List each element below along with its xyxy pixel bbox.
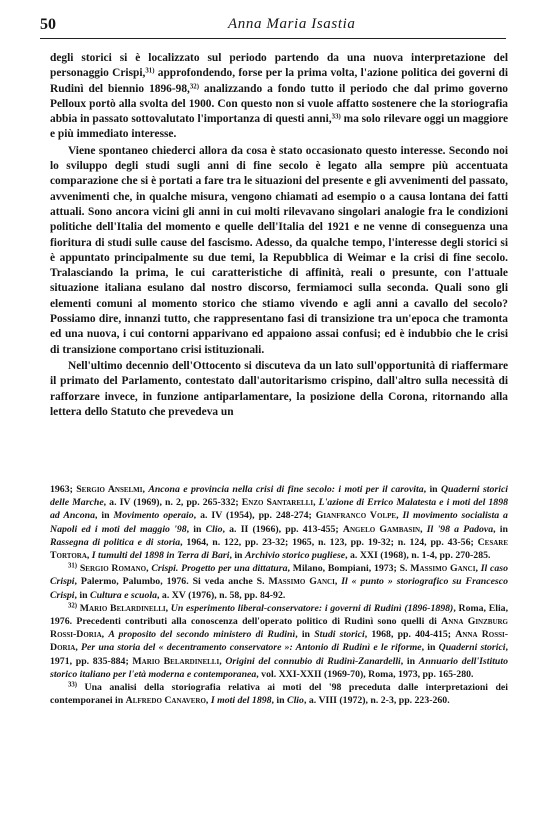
title-italic: Crispi. Progetto per una dittatura	[151, 563, 288, 575]
footnote-ref: 33)	[331, 113, 341, 121]
title-italic: Cultura e scuola	[90, 589, 158, 601]
body-text	[50, 51, 508, 420]
author-name: Cesare Tortora	[50, 536, 508, 562]
title-italic: I moti del 1898	[210, 695, 272, 707]
title-italic: Per una storia del « decentramento conservatore »: Antonio di Rudinì e le riforme	[81, 642, 422, 654]
title-italic: Ancona e provincia nella crisi di fine secolo: i moti per il carovita	[148, 484, 424, 495]
page-header	[40, 14, 506, 39]
title-italic: Rassegna di politica e di storia	[50, 536, 181, 548]
title-italic: Archivio storico pugliese	[244, 550, 346, 562]
footnote-ref: 33)	[68, 681, 78, 689]
footnote-ref: 32)	[68, 602, 78, 610]
title-italic: Clio	[205, 523, 223, 535]
paragraph-3: Nell'ultimo decennio dell'Ottocento si discuteva da un lato sull'opportunità di riaffermare il primato del Parlamento, contestato dall'autoritarismo crispino, dall'altro sulla necessità di rafforzare invece, in funzione antiparlamentare, la posizione della Corona, ritornando alla lettera dello Statuto che prevedeva un	[50, 359, 508, 418]
author-name: Mario Belardinelli	[132, 655, 220, 667]
title-italic: Studi storici	[314, 629, 365, 641]
title-italic: Quaderni storici	[438, 642, 506, 654]
title-italic: A proposito del secondo ministero di Rudinì	[108, 629, 296, 641]
author-name: S. Massimo Ganci	[399, 563, 476, 575]
author-name: Alfredo Canavero	[125, 695, 206, 707]
title-italic: Movimento operaio	[113, 510, 194, 522]
title-italic: Il caso Crispi	[50, 563, 509, 588]
title-italic: Il movimento socialista a Napoli ed i moti del maggio '98	[50, 510, 508, 535]
footnote-ref: 31)	[68, 562, 78, 570]
author-name: S. Massimo Ganci	[256, 576, 335, 588]
title-italic: Clio	[287, 695, 304, 707]
footnote-ref: 32)	[189, 83, 199, 91]
footnote-33: $^{33)}$ Una analisi della storiografia relativa ai moti del '98 preceduta dalle interpretazioni dei contemporanei in Alfredo Canavero, I moti del 1898, in Clio, a. VIII (1972), n. 2-3, pp. 223-260.	[50, 681, 508, 707]
author-name: Sergio Anselmi	[76, 484, 143, 495]
author-name: Gianfranco Volpe	[315, 510, 397, 522]
running-head: Anna Maria Isastia	[228, 16, 356, 32]
author-name: Angelo Gambasin	[342, 523, 421, 535]
footnote-31: $^{31)}$ Sergio Romano, Crispi. Progetto per una dittatura, Milano, Bompiani, 1973; S. Massimo Ganci, Il caso Crispi, Palermo, Palumbo, 1976. Si veda anche S. Massimo Ganci, Il « punto » storiografico su Francesco Crispi, in Cultura e scuola, a. XV (1976), n. 58, pp. 84-92.	[50, 562, 509, 601]
footnote-32: $^{32)}$ Mario Belardinelli, Un esperimento liberal-conservatore: i governi di Rudinì (1896-1898), Roma, Elia, 1976. Precedenti contributi alla conoscenza dell'operato politico di Rudinì sono quelli di Anna Ginzburg Rossi-Doria, A proposito del secondo ministero di Rudinì, in Studi storici, 1968, pp. 404-415; Anna Rossi-Doria, Per una storia del « decentramento conservatore »: Antonio di Rudinì e le riforme, in Quaderni storici, 1971, pp. 835-884; Mario Belardinelli, Origini del connubio di Rudinì-Zanardelli, in Annuario dell'Istituto storico italiano per l'età moderna e contemporanea, vol. XXI-XXII (1969-70), Roma, 1973, pp. 165-280.	[50, 602, 509, 680]
author-name: Anna Rossi-Doria	[50, 629, 508, 654]
title-italic: I tumulti del 1898 in Terra di Bari	[91, 550, 230, 562]
title-italic: L'azione di Errico Malatesta e i moti del 1898 ad Ancona	[50, 497, 508, 522]
footnotes	[50, 483, 508, 707]
author-name: Mario Belardinelli	[79, 602, 166, 614]
paragraph-1: degli storici si è localizzato sul periodo partendo da una nuova interpretazione del personaggio Crispi,$^{31)}$ approfondendo, forse per la prima volta, l'azione politica dei governi di Rudinì del biennio 1896-98,$^{32)}$ analizzando a fondo tutto il periodo che dal primo governo Pelloux portò alla svolta del 1900. Con questo non si vuole affatto sostenere che la storiografia abbia in passato sottovalutato l'importanza di questi anni,$^{33)}$ ma solo rilevare oggi un maggiore e più immediato interesse.	[50, 52, 508, 141]
author-name: Anna Ginzburg Rossi-Doria	[50, 616, 509, 641]
page-number: 50	[40, 16, 56, 33]
title-italic: Un esperimento liberal-conservatore: i governi di Rudinì (1896-1898)	[170, 602, 454, 614]
footnote-continuation: 1963; Sergio Anselmi, Ancona e provincia nella crisi di fine secolo: i moti per il carovita, in Quaderni storici delle Marche, a. IV (1969), n. 2, pp. 265-332; Enzo Santarelli, L'azione di Errico Malatesta e i moti del 1898 ad Ancona, in Movimento operaio, a. IV (1954), pp. 248-274; Gianfranco Volpe, Il movimento socialista a Napoli ed i moti del maggio '98, in Clio, a. II (1966), pp. 413-455; Angelo Gambasin, Il '98 a Padova, in Rassegna di politica e di storia, 1964, n. 122, pp. 23-32; 1965, n. 123, pp. 19-32; n. 124, pp. 43-56; Cesare Tortora, I tumulti del 1898 in Terra di Bari, in Archivio storico pugliese, a. XXI (1968), n. 1-4, pp. 270-285.	[50, 484, 509, 562]
paragraph-2: Viene spontaneo chiederci allora da cosa è stato occasionato questo interesse. Secondo noi lo sviluppo degli studi sugli anni di fine secolo è legato alla sempre più accentuata comparazione che si è portati a fare tra le situazioni del presente e gli avvenimenti del passato, avvenimenti che, in qualche misura, vengono chiamati ad esempio o a causa lontana dei fatti attuali. Sono ancora vicini gli anni in cui molti rilevavano singolari analogie fra le condizioni politiche dell'Italia del momento e quelle dell'Italia del 1921 e ne venne di conseguenza una fioritura di studi sulle cause del fascismo. Adesso, da qualche tempo, l'interesse degli storici si è appuntato principalmente su due temi, la Repubblica di Weimar e la crisi di fine secolo. Tralasciando la prima, le cui caratteristiche di affinità, reali o presunte, con l'attuale situazione italiana esulano dal nostro discorso, fermiamoci sulla seconda. Quali sono gli elementi comuni al momento storico che stiamo vivendo e agli anni a cavallo del secolo? Possiamo dire, innanzi tutto, che rappresentano fasi di transizione tra un'epoca che tramonta ed una nuova, i cui contorni apparivano ed appaiono assai confusi; ed è indubbio che le crisi di transizione comportano crisi istituzionali.	[50, 144, 508, 356]
title-italic: Annuario dell'Istituto storico italiano per l'età moderna e contemporanea	[50, 655, 508, 680]
author-name: Enzo Santarelli	[241, 497, 314, 509]
author-name: Sergio Romano	[79, 563, 147, 575]
title-italic: Quaderni storici delle Marche	[50, 484, 509, 509]
footnote-ref: 31)	[145, 67, 155, 75]
title-italic: Origini del connubio di Rudinì-Zanardelli	[225, 655, 401, 667]
title-italic: Il '98 a Padova	[426, 523, 494, 535]
title-italic: Il « punto » storiografico su Francesco Crispi	[50, 576, 508, 601]
